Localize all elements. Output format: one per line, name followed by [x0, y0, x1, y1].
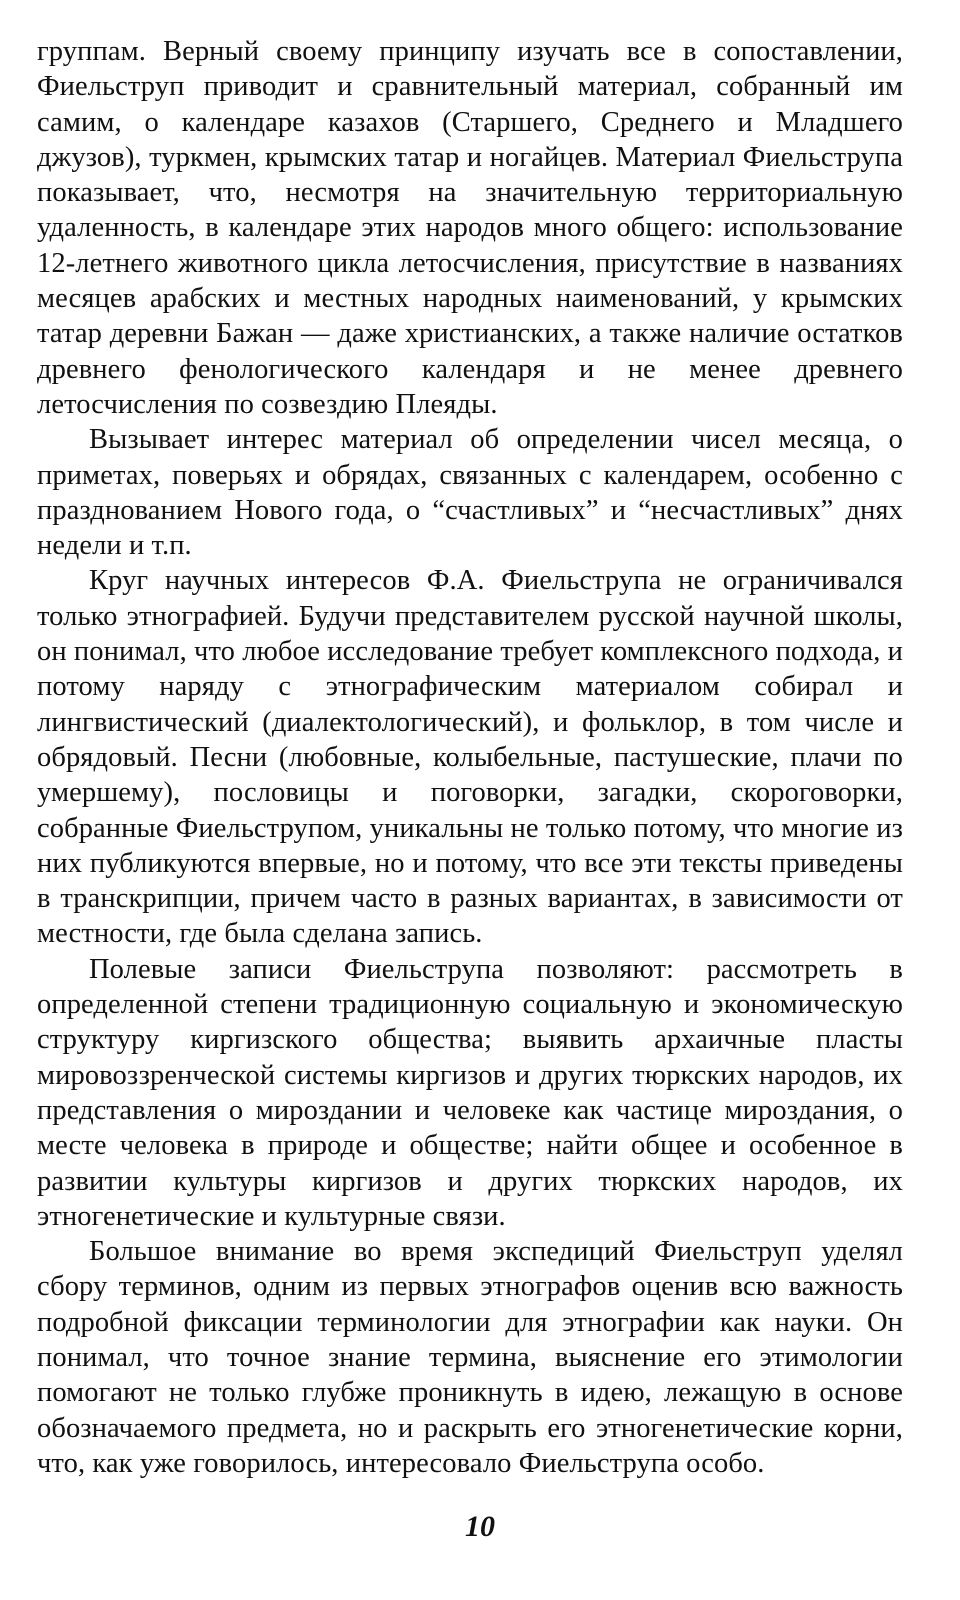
page-body: [37, 34, 903, 1481]
paragraph-calendar-comparison: группам. Верный своему принципу изучать все в сопоставлении, Фиельструп приводит и сравнительный материал, собранный им самим, о календаре казахов (Старшего, Среднего и Младшего джузов), туркмен, крымских татар и ногайцев. Материал Фиельструпа показывает, что, несмотря на значительную территориальную удаленность, в календаре этих народов много общего: использование 12-летнего животного цикла летосчисления, присутствие в названиях месяцев арабских и местных народных наименований, у крымских татар деревни Бажан — даже христианских, а также наличие остатков древнего фенологического календаря и не менее древнего летосчисления по созвездию Плеяды.: [37, 36, 903, 420]
paragraph-field-notes: Полевые записи Фиельструпа позволяют: рассмотреть в определенной степени традиционную социальную и экономическую структуру киргизского общества; выявить архаичные пласты мировоззренческой системы киргизов и других тюркских народов, их представления о мироздании и человеке как частице мироздания, о месте человека в природе и обществе; найти общее и особенное в развитии культуры киргизов и других тюркских народов, их этногенетические и культурные связи.: [37, 953, 903, 1232]
paragraph-scientific-interests: Круг научных интересов Ф.А. Фиельструпа не ограничивался только этнографией. Будучи представителем русской научной школы, он понимал, что любое исследование требует комплексного подхода, и потому наряду с этнографическим материалом собирал и лингвистический (диалектологический), и фольклор, в том числе и обрядовый. Песни (любовные, колыбельные, пастушеские, плачи по умершему), пословицы и поговорки, загадки, скороговорки, собранные Фиельструпом, уникальны не только потому, что многие из них публикуются впервые, но и потому, что все эти тексты приведены в транскрипции, причем часто в разных вариантах, в зависимости от местности, где была сделана запись.: [37, 565, 903, 950]
paragraph-month-days: Вызывает интерес материал об определении чисел месяца, о приметах, поверьях и обрядах, связанных с календарем, особенно с празднованием Нового года, о “счастливых” и “несчастливых” днях недели и т.п.: [37, 424, 903, 562]
page-number: 10: [465, 1510, 495, 1543]
paragraph-terminology: Большое внимание во время экспедиций Фиельструп уделял сбору терминов, одним из первых этнографов оценив всю важность подробной фиксации терминологии для этнографии как науки. Он понимал, что точное знание термина, выяснение его этимологии помогают не только глубже проникнуть в идею, лежащую в основе обозначаемого предмета, но и раскрыть его этногенетические корни, что, как уже говорилось, интересовало Фиельструпа особо.: [37, 1236, 903, 1479]
